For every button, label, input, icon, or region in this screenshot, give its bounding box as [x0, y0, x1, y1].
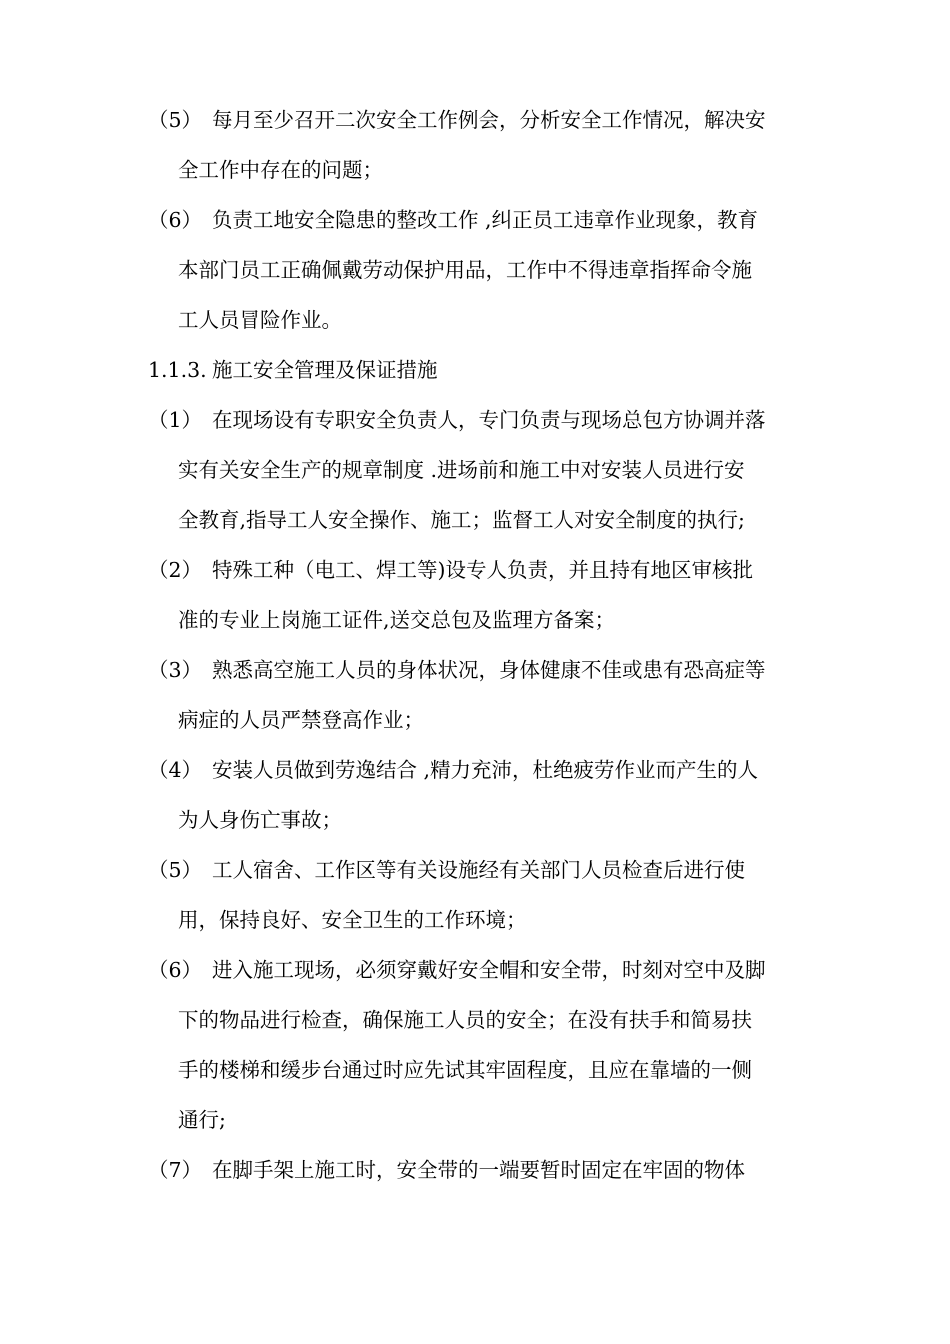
item-number: （2） — [148, 558, 203, 582]
item-text: 用，保持良好、安全卫生的工作环境； — [178, 908, 527, 932]
item-number: （5） — [148, 858, 203, 882]
item-text: 每月至少召开二次安全工作例会，分析安全工作情况，解决安 — [212, 108, 766, 132]
item-number: （5） — [148, 108, 203, 132]
item-text: 病症的人员严禁登高作业； — [178, 708, 424, 732]
item-text: 实有关安全生产的规章制度 .进场前和施工中对安装人员进行安 — [178, 458, 745, 482]
item-text: 手的楼梯和缓步台通过时应先试其牢固程度，且应在靠墙的一侧 — [178, 1058, 752, 1082]
section-number: 1.1.3. — [148, 358, 207, 382]
item-number: （1） — [148, 408, 203, 432]
item-text: 在脚手架上施工时，安全带的一端要暂时固定在牢固的物体 — [212, 1158, 745, 1182]
item-text: 特殊工种（电工、焊工等)设专人负责，并且持有地区审核批 — [212, 558, 753, 582]
item-number: （6） — [148, 958, 203, 982]
item-number: （7） — [148, 1158, 203, 1182]
item-text: 通行; — [178, 1108, 226, 1132]
item-text: 全工作中存在的问题； — [178, 158, 383, 182]
item-text: 熟悉高空施工人员的身体状况，身体健康不佳或患有恐高症等 — [212, 658, 766, 682]
item-text: 负责工地安全隐患的整改工作 ,纠正员工违章作业现象，教育 — [212, 208, 759, 232]
item-number: （6） — [148, 208, 203, 232]
item-text: 准的专业上岗施工证件,送交总包及监理方备案； — [178, 608, 616, 632]
item-text: 本部门员工正确佩戴劳动保护用品，工作中不得违章指挥命令施 — [178, 258, 752, 282]
item-text: 工人宿舍、工作区等有关设施经有关部门人员检查后进行使 — [212, 858, 745, 882]
item-text: 下的物品进行检查，确保施工人员的安全；在没有扶手和简易扶 — [178, 1008, 752, 1032]
item-text: 在现场设有专职安全负责人，专门负责与现场总包方协调并落 — [212, 408, 766, 432]
item-number: （3） — [148, 658, 203, 682]
section-title: 施工安全管理及保证措施 — [212, 358, 438, 382]
item-text: 全教育,指导工人安全操作、施工；监督工人对安全制度的执行; — [178, 508, 745, 532]
item-text: 为人身伤亡事故； — [178, 808, 342, 832]
item-text: 工人员冒险作业。 — [178, 308, 342, 332]
item-text: 安装人员做到劳逸结合 ,精力充沛，杜绝疲劳作业而产生的人 — [212, 758, 759, 782]
item-text: 进入施工现场，必须穿戴好安全帽和安全带，时刻对空中及脚 — [212, 958, 766, 982]
item-number: （4） — [148, 758, 203, 782]
